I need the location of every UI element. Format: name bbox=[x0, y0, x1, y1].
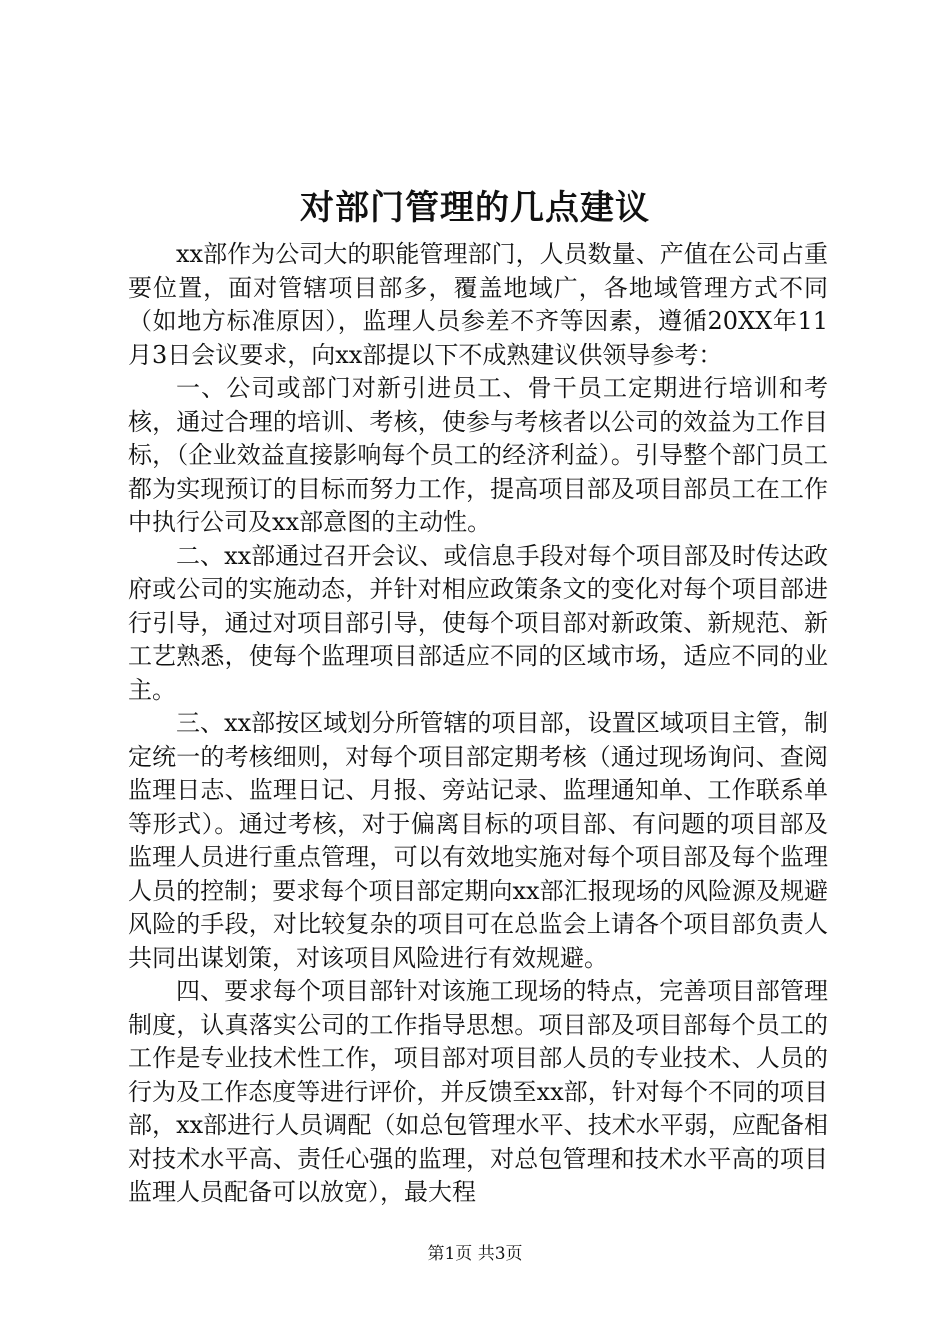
document-body bbox=[128, 238, 828, 1210]
paragraph-item-3: 三、xx部按区域划分所管辖的项目部，设置区域项目主管，制定统一的考核细则，对每个项目部定期考核（通过现场询问、查阅监理日志、监理日记、月报、旁站记录、监理通知单、工作联系单等形式）。通过考核，对于偏离目标的项目部、有问题的项目部及监理人员进行重点管理，可以有效地实施对每个项目部及每个监理人员的控制；要求每个项目部定期向xx部汇报现场的风险源及规避风险的手段，对比较复杂的项目可在总监会上请各个项目部负责人共同出谋划策，对该项目风险进行有效规避。 bbox=[128, 709, 828, 972]
paragraph-item-1: 一、公司或部门对新引进员工、骨干员工定期进行培训和考核，通过合理的培训、考核，使参与考核者以公司的效益为工作目标，（企业效益直接影响每个员工的经济利益）。引导整个部门员工都为实现预订的目标而努力工作，提高项目部及项目部员工在工作中执行公司及xx部意图的主动性。 bbox=[128, 374, 828, 536]
intro-paragraph: xx部作为公司大的职能管理部门，人员数量、产值在公司占重要位置，面对管辖项目部多，覆盖地域广，各地域管理方式不同（如地方标准原因），监理人员参差不齐等因素，遵循20XX年11月3日会议要求，向xx部提以下不成熟建议供领导参考： bbox=[128, 240, 828, 369]
page-number-footer: 第1页 共3页 bbox=[427, 1244, 523, 1264]
document-title: 对部门管理的几点建议 bbox=[300, 188, 650, 228]
paragraph-item-2: 二、xx部通过召开会议、或信息手段对每个项目部及时传达政府或公司的实施动态，并针对相应政策条文的变化对每个项目部进行引导，通过对项目部引导，使每个项目部对新政策、新规范、新工艺熟悉，使每个监理项目部适应不同的区域市场，适应不同的业主。 bbox=[128, 541, 828, 704]
paragraph-item-4: 四、要求每个项目部针对该施工现场的特点，完善项目部管理制度，认真落实公司的工作指导思想。项目部及项目部每个员工的工作是专业技术性工作，项目部对项目部人员的专业技术、人员的行为及工作态度等进行评价，并反馈至xx部，针对每个不同的项目部，xx部进行人员调配（如总包管理水平、技术水平弱，应配备相对技术水平高、责任心强的监理，对总包管理和技术水平高的项目监理人员配备可以放宽），最大程 bbox=[128, 977, 828, 1206]
